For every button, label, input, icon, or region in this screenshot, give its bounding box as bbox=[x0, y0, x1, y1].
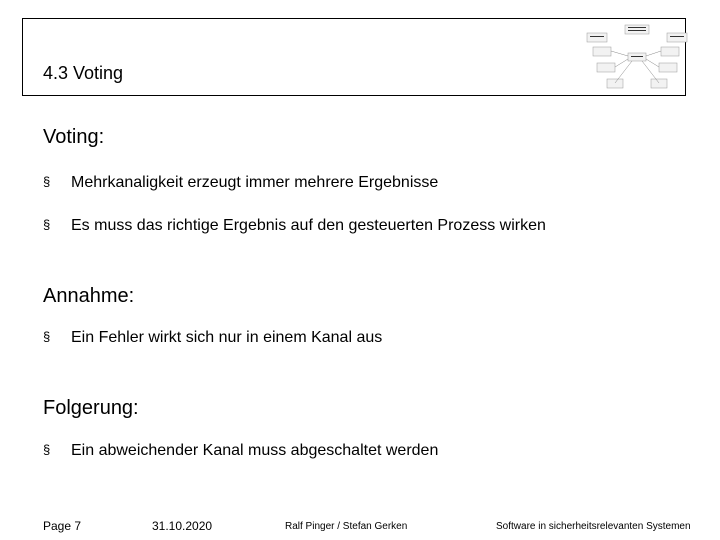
page-number: Page 7 bbox=[43, 519, 82, 533]
section-heading-folgerung: Folgerung: bbox=[43, 397, 139, 419]
section-bullet-icon: § bbox=[43, 217, 51, 232]
bullet-text: Ein Fehler wirkt sich nur in einem Kanal aus bbox=[71, 329, 383, 346]
bullet-text: Ein abweichender Kanal muss abgeschaltet werden bbox=[71, 442, 439, 459]
section-bullet-icon: § bbox=[43, 174, 51, 189]
section-bullet-icon: § bbox=[43, 442, 51, 457]
footer-authors: Ralf Pinger / Stefan Gerken bbox=[285, 521, 408, 532]
section-bullet-icon: § bbox=[43, 329, 51, 344]
footer-date: 31.10.2020 bbox=[152, 519, 213, 533]
footer-course: Software in sicherheitsrelevanten Systemen bbox=[496, 521, 691, 532]
title-banner bbox=[22, 18, 686, 96]
bullet-text: Es muss das richtige Ergebnis auf den gesteuerten Prozess wirken bbox=[71, 217, 546, 234]
page-title: 4.3 Voting bbox=[43, 63, 124, 83]
section-heading-voting: Voting: bbox=[43, 126, 105, 148]
bullet-text: Mehrkanaligkeit erzeugt immer mehrere Ergebnisse bbox=[71, 174, 439, 191]
process-diagram-icon bbox=[585, 23, 689, 91]
section-heading-annahme: Annahme: bbox=[43, 285, 135, 307]
